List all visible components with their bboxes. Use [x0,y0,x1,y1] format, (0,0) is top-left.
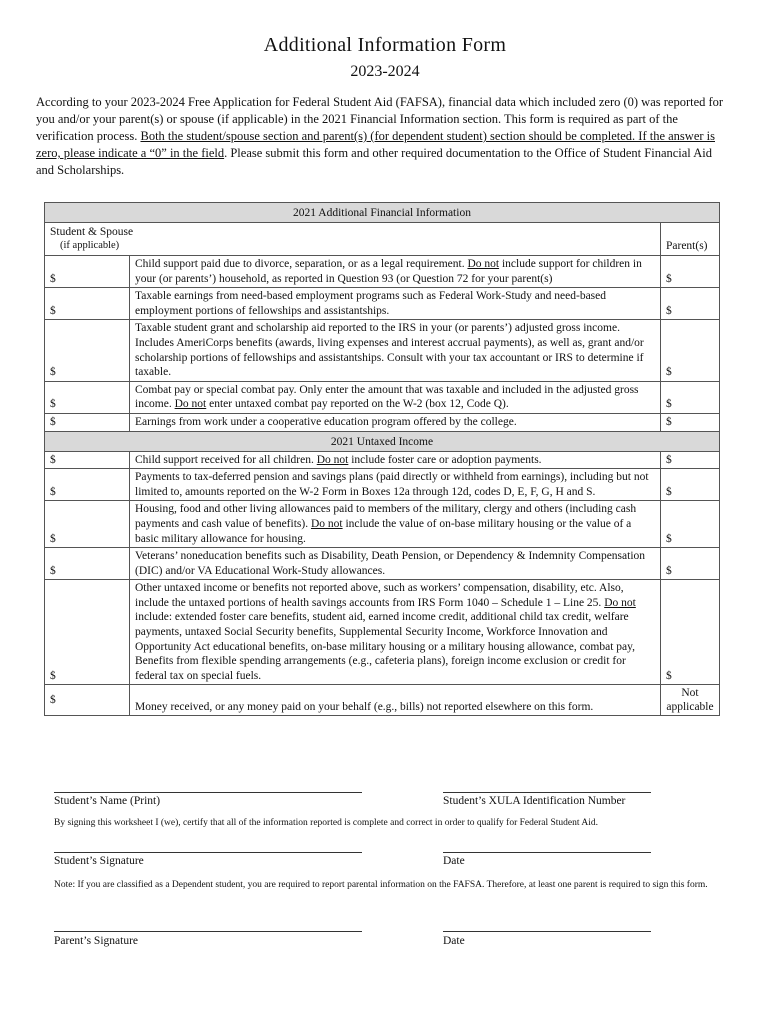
form-title: Additional Information Form [263,34,507,56]
student-signature-label: Student’s Signature [54,855,144,867]
student-signature-line[interactable] [54,852,362,853]
xula-id-line[interactable] [443,792,651,793]
student-amount-field[interactable]: $ [45,580,130,685]
parent-amount-field[interactable]: $ [661,381,720,413]
parent-signature-line[interactable] [54,931,362,932]
student-spouse-label: Student & Spouse [50,225,134,238]
student-amount-field[interactable]: $ [45,685,130,716]
parent-amount-field[interactable]: $ [661,256,720,288]
table-row [45,288,720,320]
item-description [130,256,661,288]
student-amount-field[interactable]: $ [45,413,130,431]
description-text: Combat pay or special combat pay. Only enter the amount that was taxable and included in the adjusted gross income. [135,383,639,411]
parent-amount-field[interactable]: $ [661,501,720,548]
intro-text-1: According to your 2023-2024 Free Application for Federal Student Aid (FAFSA), financial data which included zero (0) was reported for you and/or your parent(s) or spouse (if applicable) in the 2021 Financial Information section. This form is required as part of the verification process. [36,95,724,143]
xula-id-label: Student’s XULA Identification Number [443,795,626,807]
item-description [130,381,661,413]
date-line-1[interactable] [443,852,651,853]
student-amount-field[interactable]: $ [45,548,130,580]
parent-amount-field[interactable]: $ [661,413,720,431]
parent-amount-field[interactable]: $ [661,548,720,580]
table-row [45,381,720,413]
financial-info-table [44,202,720,716]
student-amount-field[interactable]: $ [45,451,130,469]
item-description [130,288,661,320]
student-amount-field[interactable]: $ [45,320,130,381]
item-description [130,501,661,548]
item-description [130,685,661,716]
table-row [45,256,720,288]
student-amount-field[interactable]: $ [45,256,130,288]
table-row [45,469,720,501]
item-description [130,548,661,580]
parent-amount-field[interactable]: $ [661,580,720,685]
item-description [130,451,661,469]
description-text: Child support received for all children. [135,453,317,466]
table-row [45,580,720,685]
parent-amount-field[interactable]: $ [661,320,720,381]
parent-amount-field[interactable]: $ [661,451,720,469]
section-header-financial: 2021 Additional Financial Information [45,203,720,223]
parent-amount-field[interactable]: $ [661,469,720,501]
table-row [45,451,720,469]
description-text: Money received, or any money paid on your behalf (e.g., bills) not reported elsewhere on this form. [135,700,594,713]
parent-signature-label: Parent’s Signature [54,935,138,947]
item-description [130,413,661,431]
table-row [45,320,720,381]
student-name-line[interactable] [54,792,362,793]
date-label-1: Date [443,855,465,867]
description-text: Taxable earnings from need-based employment programs such as Federal Work-Study and need-based employment portions of fellowships and assistantships. [135,290,607,317]
section-header-untaxed: 2021 Untaxed Income [45,431,720,451]
do-not-emphasis: Do not [467,258,500,270]
student-amount-field[interactable]: $ [45,288,130,320]
do-not-emphasis: Do not [316,453,349,466]
description-text: Veterans’ noneducation benefits such as Disability, Death Pension, or Dependency & Indemnity Compensation (DIC) and/or VA Educational Work-Study allowances. [135,550,646,577]
description-text-continued: include the value of on-base military housing or the value of a basic military allowance for housing. [135,517,632,545]
certification-text: By signing this worksheet I (we), certify that all of the information reported is complete and correct in order to qualify for Federal Student Aid. [54,818,598,828]
student-name-label: Student’s Name (Print) [54,795,161,807]
student-amount-field[interactable]: $ [45,501,130,548]
parent-not-applicable: Not applicable [661,685,720,716]
student-spouse-header [45,223,661,256]
description-text: Payments to tax-deferred pension and savings plans (paid directly or withheld from earnings), including but not limited to, amounts reported on the W-2 Form in Boxes 12a through 12d, codes D, E, F, G, H and S. [135,471,649,498]
do-not-emphasis: Do not [604,596,636,609]
parent-amount-field[interactable]: $ [661,288,720,320]
description-text: Other untaxed income or benefits not reported above, such as workers’ compensation, disability, etc. Also, include the untaxed portions of health savings accounts from IRS Form 1040 – Schedule 1 – Line 25. [135,582,624,609]
table-row [45,501,720,548]
item-description [130,320,661,381]
intro-text-2: . Please submit this form and other required documentation to the Office of Student Financial Aid and Scholarships. [36,146,712,177]
description-text-continued: include support for children in your (or parents’) household, as reported in Question 93 (or Question 72 for your parent(s) [135,258,642,285]
description-text: Child support paid due to divorce, separation, or as a legal requirement. [135,258,468,270]
description-text-continued: include: extended foster care benefits, student aid, earned income credit, additional child tax credit, welfare payments, untaxed Social Security benefits, Supplemental Security Income, Workforce Innovation and Opportunity Act educational benefits, on-base military housing or a military housing allowance, combat pay, Benefits from flexible spending arrangements (e.g., cafeteria plans), foreign income exclusion or credit for federal tax on special fuels. [135,611,636,682]
date-label-2: Date [443,935,465,947]
student-amount-field[interactable]: $ [45,381,130,413]
item-description [130,469,661,501]
intro-underlined-instruction: Both the student/spouse section and parent(s) (for dependent student) section should be completed. If the answer is zero, please indicate a “0” in the field [36,129,715,160]
dependent-note: Note: If you are classified as a Dependent student, you are required to report parental information on the FAFSA. Therefore, at least one parent is required to sign this form. [54,880,708,890]
if-applicable-label: (if applicable) [60,240,120,252]
description-text-continued: include foster care or adoption payments. [348,453,542,466]
description-text: Earnings from work under a cooperative education program offered by the college. [135,415,517,428]
table-row [45,548,720,580]
description-text-continued: enter untaxed combat pay reported on the W-2 (box 12, Code Q). [206,398,509,411]
parents-header: Parent(s) [661,223,720,256]
do-not-emphasis: Do not [174,398,207,411]
student-amount-field[interactable]: $ [45,469,130,501]
untaxed-rows [45,451,720,716]
table-row [45,413,720,431]
description-text: Housing, food and other living allowances paid to members of the military, clergy and others (including cash payments and cash value of benefits). [135,503,637,530]
date-line-2[interactable] [443,931,651,932]
item-description [130,580,661,685]
form-year: 2023-2024 [350,63,420,80]
do-not-emphasis: Do not [310,517,343,530]
intro-paragraph [36,94,726,179]
financial-rows [45,256,720,432]
description-text: Taxable student grant and scholarship aid reported to the IRS in your (or parents’) adjusted gross income. Includes AmeriCorps benefits (awards, living expenses and interest accrual payments), as well as, grant and/or scholarship portions of fellowships and assistantships. Consult with your tax accountant or IRS to determine if taxable. [135,322,644,379]
table-row [45,685,720,716]
